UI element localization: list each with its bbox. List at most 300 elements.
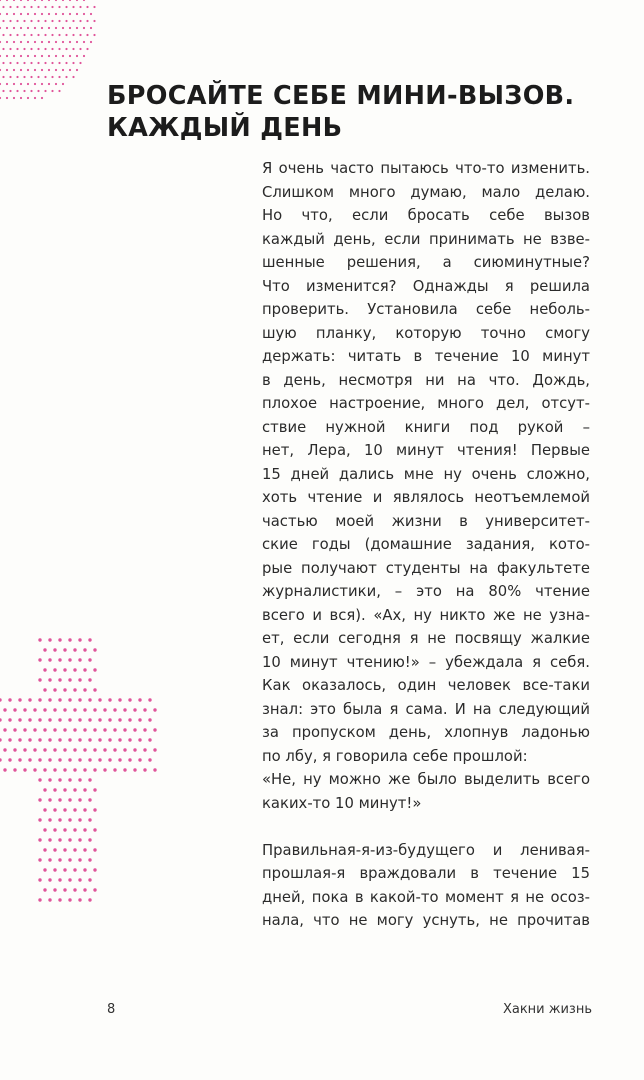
dot: [0, 41, 1, 43]
dot: [98, 718, 101, 721]
dot: [44, 20, 46, 22]
dot: [63, 768, 66, 771]
text-line: рые получают студенты на факультете: [262, 559, 590, 577]
dot: [73, 808, 76, 811]
dot: [48, 0, 50, 1]
dot: [0, 55, 1, 57]
dot: [9, 6, 11, 8]
dot: [3, 728, 6, 731]
dot: [88, 818, 91, 821]
dotted-cross-icon: [0, 638, 157, 901]
dot: [48, 678, 51, 681]
dot: [23, 728, 26, 731]
dot: [3, 768, 6, 771]
dot: [78, 818, 81, 821]
dot: [108, 738, 111, 741]
text-line: дней, пока в какой-то момент я не осоз-: [262, 888, 590, 906]
dot: [16, 90, 18, 92]
dot: [48, 758, 51, 761]
dot: [68, 818, 71, 821]
dot: [38, 638, 41, 641]
dot: [23, 708, 26, 711]
dot: [13, 41, 15, 43]
dot: [43, 788, 46, 791]
dot: [53, 708, 56, 711]
dot: [43, 728, 46, 731]
dot: [83, 768, 86, 771]
dot: [6, 27, 8, 29]
text-line: проверить. Установила себе неболь-: [262, 301, 590, 318]
dot: [62, 27, 64, 29]
dot: [8, 718, 11, 721]
dot: [51, 90, 53, 92]
dot: [44, 48, 46, 50]
dot: [28, 718, 31, 721]
dot: [30, 76, 32, 78]
dot: [88, 658, 91, 661]
dot: [58, 48, 60, 50]
dot: [37, 48, 39, 50]
dot: [73, 888, 76, 891]
dot: [0, 0, 1, 1]
dot: [133, 748, 136, 751]
dot: [153, 728, 156, 731]
dot: [6, 0, 8, 1]
dot: [68, 878, 71, 881]
dot: [3, 708, 6, 711]
dot: [108, 718, 111, 721]
dot: [72, 20, 74, 22]
dot: [88, 738, 91, 741]
dot: [88, 678, 91, 681]
dot: [43, 888, 46, 891]
page-number: 8: [107, 1002, 116, 1017]
dot: [63, 668, 66, 671]
dot: [118, 738, 121, 741]
text-line: в день, несмотря ни на что. Дождь,: [262, 371, 590, 389]
dot: [13, 83, 15, 85]
dot: [123, 728, 126, 731]
dot: [41, 13, 43, 15]
dot: [33, 728, 36, 731]
text-line: журналистики, – это на 80% чтение: [262, 583, 590, 600]
dot: [53, 828, 56, 831]
dot: [79, 48, 81, 50]
dot: [93, 34, 95, 36]
dot: [76, 0, 78, 1]
dot: [93, 20, 95, 22]
dot: [68, 638, 71, 641]
dot: [27, 41, 29, 43]
text-line: всего и вся). «Ах, ну никто же не узна-: [262, 606, 590, 624]
dot: [83, 708, 86, 711]
text-line: Слишком много думаю, мало делаю.: [262, 183, 590, 201]
dot: [2, 76, 4, 78]
dot: [27, 55, 29, 57]
dot: [78, 718, 81, 721]
dot: [58, 838, 61, 841]
dot: [48, 858, 51, 861]
dot: [43, 648, 46, 651]
dot: [53, 788, 56, 791]
dot: [108, 758, 111, 761]
dot: [2, 48, 4, 50]
dot: [128, 698, 131, 701]
dot: [44, 90, 46, 92]
dot: [83, 848, 86, 851]
dot: [103, 768, 106, 771]
text-line: нала, что не могу уснуть, не прочитав: [262, 912, 590, 929]
dot: [86, 20, 88, 22]
dot: [83, 808, 86, 811]
dot: [51, 76, 53, 78]
dot: [133, 708, 136, 711]
dotted-circle-icon: [0, 0, 96, 99]
dot: [2, 90, 4, 92]
dot: [53, 648, 56, 651]
dot: [58, 34, 60, 36]
dot: [9, 20, 11, 22]
dot: [72, 62, 74, 64]
dot: [58, 778, 61, 781]
dot: [43, 868, 46, 871]
text-line: хоть чтение и являлось неотъемлемой: [262, 489, 590, 506]
dot: [90, 41, 92, 43]
dot: [58, 858, 61, 861]
dot: [68, 858, 71, 861]
dot: [88, 838, 91, 841]
text-line: нет, Лера, 10 минут чтения! Первые: [262, 442, 590, 459]
dot: [108, 698, 111, 701]
dot: [38, 698, 41, 701]
dot: [93, 6, 95, 8]
dot: [58, 62, 60, 64]
dot: [34, 0, 36, 1]
dot: [13, 768, 16, 771]
dot: [16, 48, 18, 50]
quote-paragraph: [262, 768, 590, 815]
paragraph-1: [262, 157, 590, 768]
dot: [63, 828, 66, 831]
dot: [83, 868, 86, 871]
dot: [93, 748, 96, 751]
dot: [83, 888, 86, 891]
dot: [53, 848, 56, 851]
dot: [0, 27, 1, 29]
dot: [63, 728, 66, 731]
dot: [18, 698, 21, 701]
dot: [83, 41, 85, 43]
dot: [55, 0, 57, 1]
dot: [58, 898, 61, 901]
dot: [83, 728, 86, 731]
dot: [0, 97, 1, 99]
dot: [38, 878, 41, 881]
dot: [73, 728, 76, 731]
text-line: каждый день, если принимать не взве-: [262, 230, 590, 248]
dot: [55, 55, 57, 57]
dot: [51, 62, 53, 64]
dot: [90, 13, 92, 15]
dot: [20, 13, 22, 15]
dot: [9, 62, 11, 64]
dot: [68, 718, 71, 721]
dot: [2, 20, 4, 22]
dot: [58, 718, 61, 721]
dot: [41, 69, 43, 71]
dot: [65, 76, 67, 78]
dot: [86, 34, 88, 36]
dot: [23, 90, 25, 92]
dot: [44, 62, 46, 64]
dot: [78, 738, 81, 741]
dot: [69, 55, 71, 57]
dot: [51, 34, 53, 36]
dot: [34, 55, 36, 57]
dot: [37, 34, 39, 36]
dot: [62, 69, 64, 71]
dot: [48, 798, 51, 801]
dot: [16, 34, 18, 36]
dot: [93, 808, 96, 811]
dot: [48, 41, 50, 43]
dot: [143, 748, 146, 751]
dot: [48, 738, 51, 741]
dot: [43, 708, 46, 711]
dot: [27, 83, 29, 85]
dot: [68, 758, 71, 761]
dot: [48, 838, 51, 841]
dot: [41, 27, 43, 29]
dot: [53, 728, 56, 731]
dot: [30, 62, 32, 64]
dot: [48, 638, 51, 641]
text-line: ские годы (домашние задания, кото-: [262, 536, 590, 553]
dot: [86, 6, 88, 8]
dot: [48, 83, 50, 85]
dot: [113, 708, 116, 711]
dot: [93, 708, 96, 711]
dot: [73, 668, 76, 671]
dot: [34, 13, 36, 15]
dot: [48, 55, 50, 57]
dot: [44, 34, 46, 36]
dot: [55, 13, 57, 15]
dot: [37, 90, 39, 92]
dot: [73, 868, 76, 871]
dot: [138, 718, 141, 721]
dot: [103, 708, 106, 711]
text-line: по лбу, я говорила себе прошлой:: [262, 747, 528, 765]
dot: [68, 798, 71, 801]
dot: [41, 41, 43, 43]
dot: [20, 97, 22, 99]
dot: [118, 698, 121, 701]
dot: [0, 718, 2, 721]
dot: [33, 748, 36, 751]
text-line: Но что, если бросать себе вызов: [262, 207, 590, 224]
dot: [20, 41, 22, 43]
dot: [128, 718, 131, 721]
dot: [38, 898, 41, 901]
dot: [86, 48, 88, 50]
dot: [41, 97, 43, 99]
dot: [88, 698, 91, 701]
dot: [44, 76, 46, 78]
dot: [8, 698, 11, 701]
dot: [23, 62, 25, 64]
dot: [30, 34, 32, 36]
dot: [143, 768, 146, 771]
dot: [55, 27, 57, 29]
dot: [27, 13, 29, 15]
dot: [0, 69, 1, 71]
text-line: держать: читать в течение 10 минут: [262, 348, 590, 365]
dot: [68, 698, 71, 701]
dot: [88, 778, 91, 781]
dot: [28, 738, 31, 741]
dot: [58, 818, 61, 821]
dot: [58, 878, 61, 881]
text-line: «Не, ну можно же было выделить всего: [262, 771, 590, 788]
dot: [53, 748, 56, 751]
text-line: знал: это была я сама. И на следующий: [262, 700, 590, 718]
dot: [123, 768, 126, 771]
text-line: ствие нужной книги под рукой –: [262, 418, 590, 436]
dot: [73, 768, 76, 771]
dot: [68, 658, 71, 661]
dot: [58, 698, 61, 701]
dot: [72, 48, 74, 50]
dot: [153, 708, 156, 711]
dot: [88, 758, 91, 761]
dot: [38, 798, 41, 801]
dot: [133, 768, 136, 771]
dot: [83, 648, 86, 651]
dot: [6, 83, 8, 85]
dot: [73, 848, 76, 851]
dot: [133, 728, 136, 731]
dot: [62, 83, 64, 85]
dot: [93, 728, 96, 731]
text-line: шую планку, которую точно смогу: [262, 324, 590, 342]
dot: [18, 738, 21, 741]
dot: [58, 738, 61, 741]
dot: [30, 48, 32, 50]
dot: [9, 34, 11, 36]
dot: [48, 718, 51, 721]
dot: [6, 41, 8, 43]
dot: [53, 808, 56, 811]
dot: [13, 708, 16, 711]
dot: [33, 768, 36, 771]
paragraph-2: [262, 839, 590, 933]
dot: [58, 678, 61, 681]
dot: [37, 62, 39, 64]
dot: [53, 768, 56, 771]
dot: [28, 698, 31, 701]
dot: [63, 888, 66, 891]
dot: [38, 658, 41, 661]
dot: [68, 778, 71, 781]
dot: [20, 27, 22, 29]
dot: [93, 668, 96, 671]
dot: [68, 738, 71, 741]
dot: [103, 728, 106, 731]
text-line: плохое настроение, много дел, отсут-: [262, 395, 590, 412]
dot: [37, 76, 39, 78]
dot: [23, 76, 25, 78]
dot: [43, 828, 46, 831]
dot: [69, 69, 71, 71]
dot: [34, 41, 36, 43]
dot: [78, 758, 81, 761]
dot: [78, 838, 81, 841]
dot: [65, 34, 67, 36]
dot: [93, 888, 96, 891]
dot: [76, 69, 78, 71]
dot: [43, 668, 46, 671]
dot: [13, 97, 15, 99]
dot: [43, 748, 46, 751]
dot: [51, 6, 53, 8]
dot: [62, 41, 64, 43]
dot: [73, 748, 76, 751]
dot: [0, 698, 2, 701]
dot: [143, 728, 146, 731]
dot: [43, 688, 46, 691]
dot: [48, 698, 51, 701]
dot: [55, 69, 57, 71]
dot: [3, 748, 6, 751]
dot: [18, 758, 21, 761]
dot: [13, 55, 15, 57]
dot: [63, 848, 66, 851]
dot: [27, 69, 29, 71]
text-line: Правильная-я-из-будущего и ленивая-: [262, 841, 590, 859]
dot: [78, 878, 81, 881]
dot: [9, 76, 11, 78]
dot: [69, 41, 71, 43]
dot: [72, 6, 74, 8]
dot: [9, 48, 11, 50]
dot: [79, 6, 81, 8]
dot: [78, 858, 81, 861]
dot: [6, 55, 8, 57]
text-line: ет, если сегодня я не посвящу жалкие: [262, 630, 590, 647]
dot: [51, 20, 53, 22]
dot: [48, 878, 51, 881]
dot: [16, 76, 18, 78]
dot: [62, 55, 64, 57]
section-heading: [107, 80, 607, 144]
text-line: 10 минут чтению!» – убеждала я себя.: [262, 653, 590, 671]
dot: [58, 658, 61, 661]
dot: [88, 898, 91, 901]
dot: [93, 768, 96, 771]
dot: [38, 858, 41, 861]
dot: [103, 748, 106, 751]
dot: [38, 838, 41, 841]
dot: [148, 758, 151, 761]
dot: [123, 748, 126, 751]
dot: [65, 48, 67, 50]
dot: [6, 69, 8, 71]
heading-line: КАЖДЫЙ ДЕНЬ: [107, 113, 343, 143]
dot: [113, 728, 116, 731]
dot: [143, 708, 146, 711]
dot: [34, 27, 36, 29]
